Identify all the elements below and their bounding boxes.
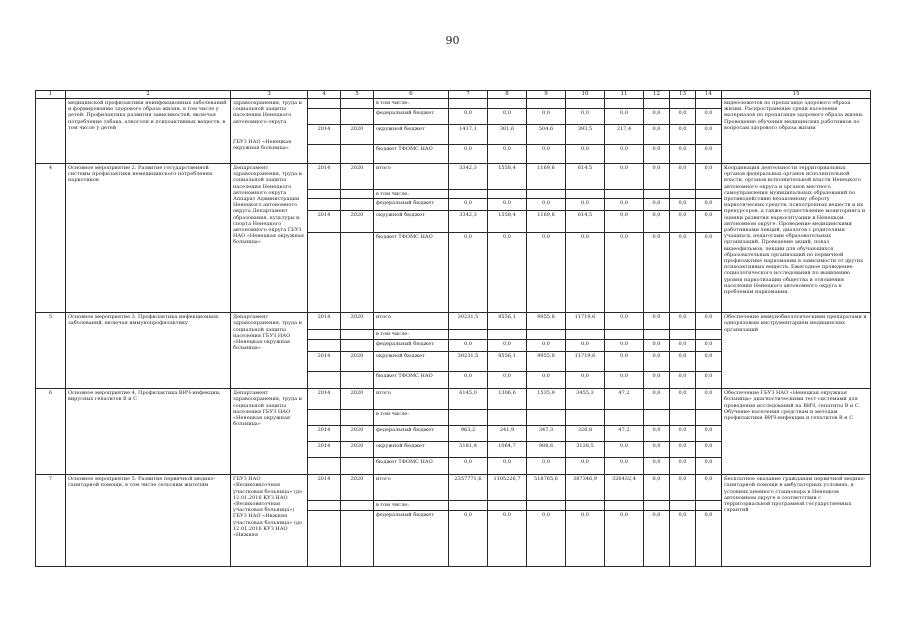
amount-cell: 0,0	[696, 458, 722, 475]
start-year	[308, 199, 341, 211]
amount-cell	[644, 190, 670, 199]
amount-cell: 0,0	[644, 164, 670, 190]
amount-cell: 0,0	[566, 511, 605, 567]
expected-result: Обеспечение ГБУЗ НАО «Ненецкая окружная больница» диагностическими тест-системами для проведения исследований на ВИЧ, гепатиты В и С. Обучение населения средствам и методам профилактики ВИЧ-инфекции и гепатитов В и С	[722, 389, 871, 475]
funding-source: федеральный бюджет	[374, 340, 449, 352]
amount-cell	[605, 190, 644, 199]
expected-result: Координация деятельности территориальных органов федеральных органов исполнительной власти, органов исполнительной власти Ненецкого автономного округа и органов местного самоуправления муниципальных образований по противодействию незаконному обороту наркотических средств, психотропных веществ и их прекурсоров, а также осуществление мониторинга и оценки развития наркоситуации в Ненецком автономном округе. Проведение медицинскими работниками лекций, диалогов с родителями учащихся, педагогами образовательных организаций. Проведение акций, показ видеофильмов, лекции для обучающихся образовательных организаций по первичной профилактике наркомании в зависимости от других психоактивных веществ. Ежегодное проведение социологического исследования по выявлению уровня наркотизации общества и отношения населения Ненецкого автономного округа к проблемам наркомании.	[722, 164, 871, 313]
header-col-8: 8	[488, 91, 527, 99]
amount-cell: 0,0	[644, 458, 670, 475]
start-year	[308, 109, 341, 125]
end-year: 2020	[341, 426, 374, 442]
amount-cell: 0,0	[696, 442, 722, 458]
amount-cell: 0,0	[566, 340, 605, 352]
amount-cell: 0,0	[644, 389, 670, 410]
amount-cell: 0,0	[670, 389, 696, 410]
amount-cell: 0,0	[644, 211, 670, 233]
end-year	[341, 199, 374, 211]
end-year	[341, 340, 374, 352]
amount-cell: 1558,4	[488, 211, 527, 233]
amount-cell: 0,0	[566, 145, 605, 164]
amount-cell	[644, 330, 670, 340]
end-year	[341, 372, 374, 389]
amount-cell: 0,0	[527, 233, 566, 313]
header-col-13: 13	[670, 91, 696, 99]
amount-cell: 0,0	[488, 340, 527, 352]
amount-cell: 0,0	[670, 511, 696, 567]
table-row	[36, 164, 871, 190]
amount-cell: 0,0	[670, 211, 696, 233]
expected-result: Бесплатное оказание гражданам первичной медико-санитарной помощи в амбулаторных условиях, в условиях дневного стационара в Ненецком автономном округе в соответствии с территориальной программой государственных гарантий	[722, 475, 871, 567]
amount-cell: 5181,8	[449, 442, 488, 458]
amount-cell: 0,0	[488, 109, 527, 125]
amount-cell: 1306,6	[488, 389, 527, 410]
end-year: 2020	[341, 313, 374, 330]
amount-cell	[527, 501, 566, 511]
header-col-5: 5	[341, 91, 374, 99]
row-number: 7	[36, 475, 66, 567]
amount-cell: 0,0	[670, 125, 696, 145]
amount-cell: 0,0	[670, 458, 696, 475]
amount-cell: 0,0	[566, 372, 605, 389]
start-year	[308, 340, 341, 352]
amount-cell: 0,0	[527, 199, 566, 211]
amount-cell: 0,0	[644, 313, 670, 330]
amount-cell: 614,5	[566, 211, 605, 233]
executor: ГБУЗ НАО «Великовисочная участковая больница» (до 12.01.2016 КУЗ НАО «Великовисочная участковая больница») ГБУЗ НАО «Нижняя участковая больница» (до 12.01.2016 КУЗ НАО «Нижняя	[231, 475, 308, 567]
funding-source: бюджет ТФОМС НАО	[374, 458, 449, 475]
amount-cell: 0,0	[605, 233, 644, 313]
start-year: 2014	[308, 442, 341, 458]
amount-cell: 0,0	[449, 145, 488, 164]
amount-cell: 1105226,7	[488, 475, 527, 501]
amount-cell	[527, 330, 566, 340]
amount-cell	[605, 330, 644, 340]
amount-cell: 0,0	[605, 458, 644, 475]
amount-cell: 0,0	[527, 340, 566, 352]
amount-cell	[696, 501, 722, 511]
amount-cell: 1558,4	[488, 164, 527, 190]
row-number: 6	[36, 389, 66, 475]
row-number	[36, 99, 66, 164]
amount-cell: 0,0	[670, 145, 696, 164]
funding-source: окружной бюджет	[374, 442, 449, 458]
amount-cell	[449, 501, 488, 511]
amount-cell: 0,0	[527, 458, 566, 475]
header-col-10: 10	[566, 91, 605, 99]
amount-cell: 30231,5	[449, 352, 488, 372]
funding-source: в том числе:	[374, 190, 449, 199]
amount-cell: 347,3	[527, 426, 566, 442]
funding-source: окружной бюджет	[374, 352, 449, 372]
executor	[231, 99, 308, 164]
amount-cell	[696, 190, 722, 199]
start-year: 2014	[308, 389, 341, 410]
amount-cell: 963,2	[449, 426, 488, 442]
end-year: 2020	[341, 164, 374, 190]
amount-cell: 0,0	[644, 475, 670, 501]
start-year: 2014	[308, 211, 341, 233]
start-year	[308, 410, 341, 426]
amount-cell: 0,0	[644, 372, 670, 389]
measure-name: Основное мероприятие 3. Профилактика инфекционных заболеваний, включая иммунопрофилактику	[66, 313, 231, 389]
amount-cell: 0,0	[670, 164, 696, 190]
amount-cell: 0,0	[605, 340, 644, 352]
amount-cell: 0,0	[449, 511, 488, 567]
amount-cell: 614,5	[566, 164, 605, 190]
start-year	[308, 372, 341, 389]
amount-cell: 0,0	[605, 372, 644, 389]
amount-cell: 0,0	[605, 352, 644, 372]
amount-cell: 8556,1	[488, 352, 527, 372]
amount-cell: 0,0	[449, 340, 488, 352]
funding-source: в том числе:	[374, 501, 449, 511]
amount-cell: 0,0	[527, 372, 566, 389]
amount-cell	[566, 330, 605, 340]
amount-cell: 2357771,6	[449, 475, 488, 501]
amount-cell: 0,0	[449, 109, 488, 125]
amount-cell: 0,0	[449, 458, 488, 475]
amount-cell: 9955,8	[527, 313, 566, 330]
amount-cell: 301,6	[488, 125, 527, 145]
header-col-3: 3	[231, 91, 308, 99]
amount-cell: 0,0	[644, 145, 670, 164]
amount-cell	[566, 99, 605, 109]
funding-source: федеральный бюджет	[374, 426, 449, 442]
end-year: 2020	[341, 211, 374, 233]
header-col-1: 1	[36, 91, 66, 99]
amount-cell: 47,2	[605, 389, 644, 410]
amount-cell: 1169,6	[527, 164, 566, 190]
start-year	[308, 458, 341, 475]
amount-cell	[605, 501, 644, 511]
amount-cell: 0,0	[696, 511, 722, 567]
header-col-11: 11	[605, 91, 644, 99]
header-row	[36, 91, 871, 99]
funding-source: в том числе:	[374, 99, 449, 109]
header-col-14: 14	[696, 91, 722, 99]
amount-cell	[488, 501, 527, 511]
end-year	[341, 501, 374, 511]
amount-cell: 0,0	[527, 511, 566, 567]
amount-cell	[566, 190, 605, 199]
funding-source: итого	[374, 475, 449, 501]
amount-cell: 3342,3	[449, 164, 488, 190]
program-table	[35, 90, 871, 567]
amount-cell: 393,5	[566, 125, 605, 145]
measure-name: медицинской профилактики неинфекционных заболеваний и формированию здорового образа жизни, в том числе у детей. Профилактика развития зависимостей, включая потребление табака, алкоголя и психоактивных веществ, в том числе у детей	[66, 99, 231, 164]
amount-cell: 0,0	[670, 199, 696, 211]
amount-cell: 0,0	[644, 426, 670, 442]
amount-cell: 0,0	[670, 442, 696, 458]
amount-cell: 6145,0	[449, 389, 488, 410]
start-year	[308, 233, 341, 313]
amount-cell	[644, 99, 670, 109]
amount-cell: 0,0	[696, 426, 722, 442]
end-year	[341, 330, 374, 340]
amount-cell: 0,0	[696, 145, 722, 164]
amount-cell	[566, 501, 605, 511]
amount-cell: 0,0	[670, 372, 696, 389]
amount-cell	[644, 501, 670, 511]
amount-cell: 0,0	[566, 199, 605, 211]
amount-cell: 241,9	[488, 426, 527, 442]
amount-cell	[527, 410, 566, 426]
amount-cell	[488, 99, 527, 109]
amount-cell: 0,0	[696, 352, 722, 372]
amount-cell: 988,6	[527, 442, 566, 458]
executor: Департамент здравоохранения, труда и социальной защиты населения ГБУЗ НАО «Ненецкая окружная больница»	[231, 389, 308, 475]
end-year	[341, 109, 374, 125]
amount-cell: 0,0	[605, 109, 644, 125]
amount-cell: 0,0	[696, 125, 722, 145]
start-year: 2014	[308, 164, 341, 190]
end-year: 2020	[341, 389, 374, 410]
table-row	[36, 99, 871, 109]
funding-source: итого	[374, 313, 449, 330]
amount-cell: 3128,5	[566, 442, 605, 458]
amount-cell: 0,0	[644, 109, 670, 125]
funding-source: в том числе:	[374, 410, 449, 426]
row-number: 5	[36, 313, 66, 389]
amount-cell: 0,0	[488, 458, 527, 475]
amount-cell: 0,0	[605, 511, 644, 567]
funding-source: федеральный бюджет	[374, 109, 449, 125]
header-col-7: 7	[449, 91, 488, 99]
amount-cell: 1535,9	[527, 389, 566, 410]
amount-cell	[670, 99, 696, 109]
amount-cell: 0,0	[696, 313, 722, 330]
amount-cell: 0,0	[488, 233, 527, 313]
amount-cell: 387346,9	[566, 475, 605, 501]
funding-source: бюджет ТФОМС НАО	[374, 372, 449, 389]
amount-cell	[566, 410, 605, 426]
end-year	[341, 233, 374, 313]
amount-cell: 0,0	[605, 211, 644, 233]
amount-cell	[605, 99, 644, 109]
start-year: 2014	[308, 475, 341, 501]
amount-cell: 11719,6	[566, 352, 605, 372]
amount-cell: 47,2	[605, 426, 644, 442]
start-year: 2014	[308, 125, 341, 145]
amount-cell: 9955,8	[527, 352, 566, 372]
amount-cell: 3342,3	[449, 211, 488, 233]
header-col-15: 15	[722, 91, 871, 99]
amount-cell: 0,0	[488, 372, 527, 389]
amount-cell	[449, 99, 488, 109]
end-year	[341, 190, 374, 199]
amount-cell	[449, 190, 488, 199]
page-number: 90	[445, 34, 460, 47]
amount-cell: 1064,7	[488, 442, 527, 458]
amount-cell: 1417,1	[449, 125, 488, 145]
start-year: 2014	[308, 426, 341, 442]
start-year: 2014	[308, 352, 341, 372]
amount-cell: 0,0	[527, 145, 566, 164]
amount-cell	[488, 410, 527, 426]
amount-cell	[449, 330, 488, 340]
amount-cell: 0,0	[670, 352, 696, 372]
amount-cell: 0,0	[696, 372, 722, 389]
amount-cell: 0,0	[644, 233, 670, 313]
amount-cell	[527, 99, 566, 109]
start-year	[308, 330, 341, 340]
start-year	[308, 511, 341, 567]
amount-cell: 0,0	[696, 211, 722, 233]
end-year	[341, 99, 374, 109]
end-year	[341, 458, 374, 475]
amount-cell: 0,0	[670, 233, 696, 313]
amount-cell: 0,0	[670, 109, 696, 125]
amount-cell	[670, 190, 696, 199]
start-year	[308, 145, 341, 164]
funding-source: в том числе:	[374, 330, 449, 340]
header-col-9: 9	[527, 91, 566, 99]
amount-cell: 0,0	[488, 145, 527, 164]
amount-cell: 504,6	[527, 125, 566, 145]
funding-source: окружной бюджет	[374, 211, 449, 233]
amount-cell: 0,0	[644, 199, 670, 211]
row-number: 4	[36, 164, 66, 313]
header-col-6: 6	[374, 91, 449, 99]
executor-text: здравоохранения, труда и социальной защиты населения Ненецкого автономного округа	[233, 100, 303, 125]
header-col-12: 12	[644, 91, 670, 99]
amount-cell: 0,0	[449, 372, 488, 389]
amount-cell	[488, 330, 527, 340]
amount-cell: 0,0	[488, 511, 527, 567]
end-year: 2020	[341, 475, 374, 501]
amount-cell: 8556,1	[488, 313, 527, 330]
amount-cell: 0,0	[566, 109, 605, 125]
amount-cell: 0,0	[449, 233, 488, 313]
measure-name: Основное мероприятие 5. Развитие первичной медико-санитарной помощи, в том числе сельским жителям	[66, 475, 231, 567]
amount-cell	[696, 410, 722, 426]
amount-cell: 0,0	[605, 164, 644, 190]
amount-cell: 0,0	[449, 199, 488, 211]
amount-cell: 0,0	[644, 511, 670, 567]
amount-cell: 0,0	[605, 313, 644, 330]
amount-cell: 217,4	[605, 125, 644, 145]
amount-cell: 0,0	[527, 109, 566, 125]
amount-cell: 0,0	[644, 125, 670, 145]
amount-cell: 0,0	[644, 442, 670, 458]
amount-cell	[488, 190, 527, 199]
amount-cell: 0,0	[605, 145, 644, 164]
amount-cell	[605, 410, 644, 426]
end-year: 2020	[341, 125, 374, 145]
amount-cell: 0,0	[644, 340, 670, 352]
amount-cell: 1169,6	[527, 211, 566, 233]
amount-cell: 0,0	[605, 442, 644, 458]
expected-result: видеосюжетов по пропаганде здорового образа жизни. Распространение среди населения материалов по пропаганде здорового образа жизни. Проведение обучения медицинских работников по вопросам здорового образа жизни	[722, 99, 871, 164]
funding-source: бюджет ТФОМС НАО	[374, 233, 449, 313]
start-year	[308, 501, 341, 511]
amount-cell: 0,0	[670, 340, 696, 352]
end-year: 2020	[341, 352, 374, 372]
end-year	[341, 511, 374, 567]
amount-cell: 30231,5	[449, 313, 488, 330]
header-col-4: 4	[308, 91, 341, 99]
end-year	[341, 145, 374, 164]
funding-source: федеральный бюджет	[374, 199, 449, 211]
end-year: 2020	[341, 442, 374, 458]
amount-cell: 0,0	[644, 352, 670, 372]
funding-source: федеральный бюджет	[374, 511, 449, 567]
funding-source: бюджет ТФОМС НАО	[374, 145, 449, 164]
amount-cell: 0,0	[696, 199, 722, 211]
amount-cell: 0,0	[696, 164, 722, 190]
amount-cell	[670, 330, 696, 340]
start-year: 2014	[308, 313, 341, 330]
amount-cell: 3455,3	[566, 389, 605, 410]
amount-cell	[670, 410, 696, 426]
amount-cell: 0,0	[605, 199, 644, 211]
amount-cell: 326432,4	[605, 475, 644, 501]
amount-cell: 0,0	[696, 475, 722, 501]
table-row	[36, 313, 871, 330]
amount-cell: 0,0	[696, 233, 722, 313]
amount-cell	[449, 410, 488, 426]
executor-text: ГБУЗ НАО «Ненецкая окружная больница»	[233, 138, 292, 152]
amount-cell	[670, 501, 696, 511]
measure-name: Основное мероприятие 2. Развитие государственной системы профилактики немедицинского потребления наркотиков	[66, 164, 231, 313]
amount-cell: 0,0	[670, 313, 696, 330]
amount-cell: 0,0	[488, 199, 527, 211]
executor: Департамент здравоохранения, труда и социальной защиты населения ГБУЗ НАО «Ненецкая окружная больница»	[231, 313, 308, 389]
header-col-2: 2	[66, 91, 231, 99]
amount-cell: 0,0	[566, 233, 605, 313]
funding-source: итого	[374, 389, 449, 410]
amount-cell	[527, 190, 566, 199]
amount-cell: 0,0	[670, 475, 696, 501]
end-year	[341, 410, 374, 426]
amount-cell: 0,0	[696, 109, 722, 125]
amount-cell	[696, 99, 722, 109]
start-year	[308, 190, 341, 199]
executor: Департамент здравоохранения, труда и социальной защиты населения Ненецкого автономного округа Аппарат Администрации Ненецкого автономного округа Департамент образования, культуры и спорта Ненецкого автономного округа ГБУЗ НАО «Ненецкая окружная больница»	[231, 164, 308, 313]
amount-cell: 0,0	[696, 389, 722, 410]
amount-cell: 518765,6	[527, 475, 566, 501]
funding-source: итого	[374, 164, 449, 190]
expected-result: Обеспечение иммунобиологическими препаратами и одноразовым инструментарием медицинских организаций	[722, 313, 871, 389]
start-year	[308, 99, 341, 109]
measure-name: Основное мероприятие 4. Профилактика ВИЧ-инфекции, вирусных гепатитов В и С	[66, 389, 231, 475]
amount-cell: 0,0	[696, 340, 722, 352]
table-row	[36, 475, 871, 501]
amount-cell: 0,0	[670, 426, 696, 442]
amount-cell: 0,0	[566, 458, 605, 475]
funding-source: окружной бюджет	[374, 125, 449, 145]
amount-cell	[696, 330, 722, 340]
amount-cell: 326,8	[566, 426, 605, 442]
table-row	[36, 389, 871, 410]
amount-cell: 11719,6	[566, 313, 605, 330]
amount-cell	[644, 410, 670, 426]
